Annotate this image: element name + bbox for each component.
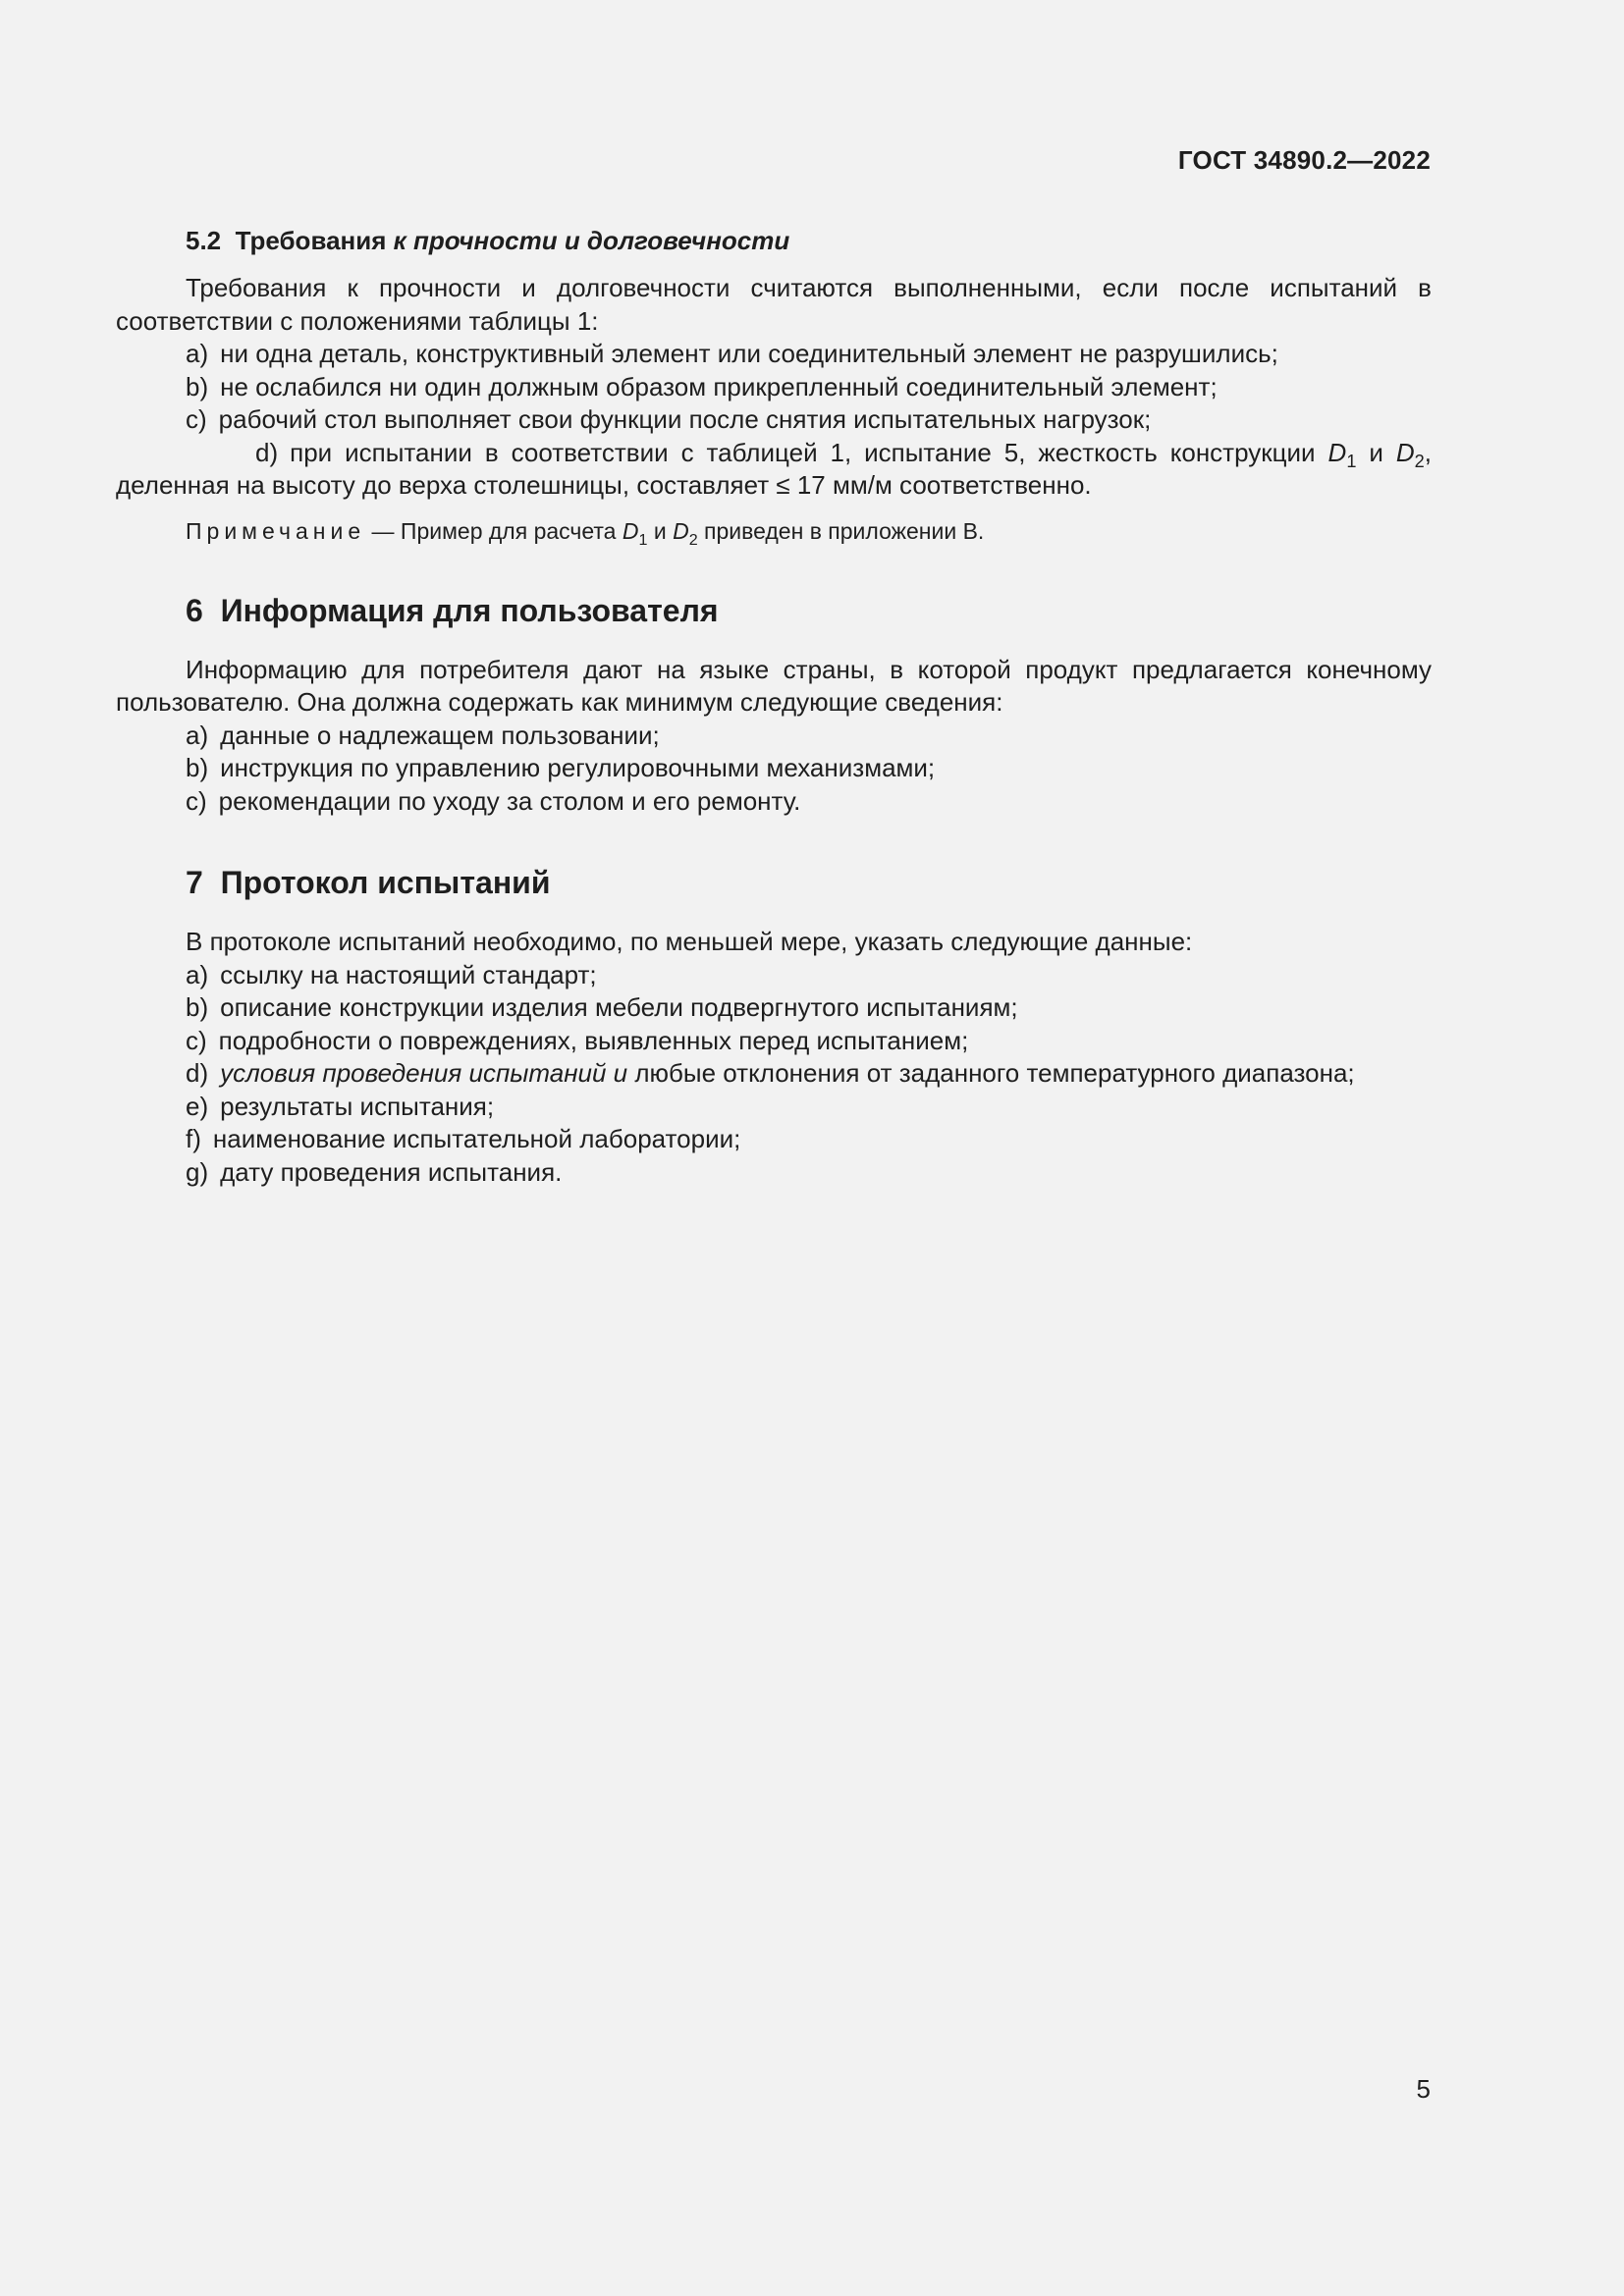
page-body: [116, 221, 1432, 1189]
section-number: 6: [186, 592, 203, 628]
list-item-text: инструкция по управлению регулировочными механизмами;: [220, 753, 936, 782]
subscript: 2: [688, 530, 698, 549]
list-item-text: рабочий стол выполняет свои функции после снятия испытательных нагрузок;: [218, 404, 1152, 434]
section-title-7: [116, 863, 1432, 902]
list-item: [116, 437, 1432, 503]
list-item-text: данные о надлежащем пользовании;: [220, 720, 660, 750]
list-item: [116, 1091, 1432, 1124]
subsection-title-regular: Требования: [235, 226, 387, 255]
section-6: [116, 591, 1432, 819]
section-7-intro: В протоколе испытаний необходимо, по меньшей мере, указать следующие данные:: [186, 927, 1193, 956]
subscript: 2: [1414, 451, 1425, 471]
standard-code-header: ГОСТ 34890.2—2022: [1177, 145, 1431, 175]
list-marker: a): [186, 339, 209, 368]
note-text: приведен в приложении В.: [704, 517, 985, 544]
list-item-text: ссылку на настоящий стандарт;: [220, 959, 597, 989]
note-label: Примечание: [186, 517, 366, 544]
list-item: [116, 752, 1432, 785]
list-item: [116, 991, 1432, 1025]
list-marker: e): [186, 1091, 209, 1121]
section-number: 7: [186, 865, 203, 900]
list-marker: c): [186, 785, 207, 816]
list-item-text: рекомендации по уходу за столом и его ремонту.: [218, 785, 801, 816]
list-item: [116, 720, 1432, 753]
list-item-text: , деленная на высоту до верха столешницы, составляет ≤ 17 мм/м соответственно.: [116, 437, 1433, 500]
list-marker: c): [186, 404, 207, 434]
conjunction: и: [1369, 437, 1383, 467]
page-number: 5: [1416, 2074, 1431, 2104]
variable-d: D: [1395, 437, 1415, 467]
list-item-text: подробности о повреждениях, выявленных перед испытанием;: [218, 1025, 969, 1055]
section-title-text: Информация для пользователя: [220, 592, 719, 628]
list-item: [116, 1156, 1432, 1190]
list-marker: a): [186, 959, 209, 989]
subscript: 1: [638, 530, 648, 549]
subsection-title-italic: к прочности и долговечности: [393, 226, 790, 255]
list-marker: a): [186, 720, 209, 750]
list-item-text: любые отклонения от заданного температурного диапазона;: [627, 1058, 1355, 1088]
list-item-text: результаты испытания;: [220, 1091, 495, 1121]
list-item-text: наименование испытательной лаборатории;: [212, 1124, 741, 1153]
list-item-text: ни одна деталь, конструктивный элемент или соединительный элемент не разрушились;: [220, 339, 1278, 368]
list-marker: b): [186, 371, 209, 401]
list-item: [116, 1123, 1432, 1156]
list-item: [116, 371, 1432, 404]
variable-d: D: [673, 517, 689, 544]
section-7: [116, 863, 1432, 1189]
subsection-number: 5.2: [186, 226, 222, 255]
list-marker: f): [186, 1124, 201, 1153]
variable-d: D: [622, 517, 639, 544]
list-marker: d): [255, 437, 279, 467]
section-title-6: [116, 591, 1432, 630]
list-item: [116, 403, 1432, 437]
list-item-text: не ослабился ни один должным образом прикрепленный соединительный элемент;: [220, 371, 1218, 401]
list-item: [116, 785, 1432, 819]
list-marker: b): [186, 753, 209, 782]
list-item: [116, 1057, 1432, 1091]
section-5-2-intro: Требования к прочности и долговечности считаются выполненными, если после испытаний в соответствии с положениями таблицы 1:: [116, 273, 1432, 336]
note-text: Пример для расчета: [400, 517, 617, 544]
list-item: [116, 959, 1432, 992]
conjunction: и: [653, 517, 667, 544]
variable-d: D: [1327, 437, 1347, 467]
list-marker: g): [186, 1156, 209, 1187]
list-item-text: при испытании в соответствии с таблицей 1, испытание 5, жесткость конструкции: [290, 437, 1316, 467]
list-item-text: дату проведения испытания.: [220, 1156, 563, 1187]
section-5-2: [116, 221, 1433, 549]
note-dash: —: [371, 517, 395, 544]
list-item: [116, 1025, 1432, 1058]
list-marker: b): [186, 992, 209, 1022]
list-marker: c): [186, 1025, 207, 1055]
note: [116, 516, 1432, 549]
section-title-text: Протокол испытаний: [220, 865, 551, 900]
list-item-text: описание конструкции изделия мебели подвергнутого испытаниям;: [220, 992, 1018, 1022]
list-item-text-italic: условия проведения испытаний и: [220, 1058, 628, 1088]
subsection-title-5-2: [116, 221, 1432, 260]
list-marker: d): [186, 1058, 209, 1088]
subscript: 1: [1346, 451, 1357, 471]
section-6-intro: Информацию для потребителя дают на языке страны, в которой продукт предлагается конечному пользователю. Она должна содержать как минимум следующие сведения:: [116, 654, 1432, 717]
list-item: [116, 338, 1432, 371]
